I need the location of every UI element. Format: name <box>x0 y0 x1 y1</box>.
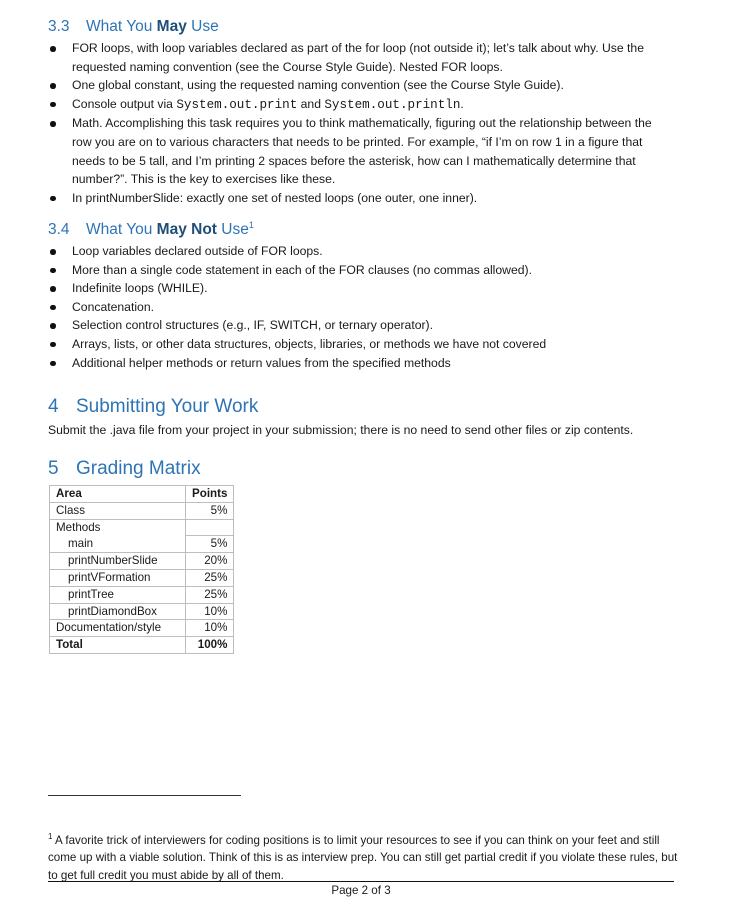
table-cell-points: 5% <box>186 536 234 553</box>
submission-text: Submit the .java file from your project in your submission; there is no need to send other files or zip contents. <box>48 423 634 437</box>
table-row <box>50 536 234 553</box>
table-total-points: 100% <box>186 637 234 654</box>
table-cell-points: 25% <box>186 586 234 603</box>
footnote <box>48 832 678 884</box>
heading-emphasis: May <box>156 18 187 35</box>
list-item: More than a single code statement in each of the FOR clauses (no commas allowed). <box>48 261 674 280</box>
heading-text: Grading Matrix <box>76 458 201 479</box>
list-item: Arrays, lists, or other data structures, objects, libraries, or methods we have not covered <box>48 335 674 354</box>
heading-text: What You <box>86 221 157 238</box>
heading-number: 5 <box>48 458 59 479</box>
heading-5 <box>48 457 201 481</box>
table-header-area: Area <box>50 486 186 503</box>
may-not-use-list <box>48 242 674 372</box>
heading-number: 3.4 <box>48 221 70 238</box>
table-row <box>50 586 234 603</box>
table-cell-points <box>186 519 234 536</box>
table-header-points: Points <box>186 486 234 503</box>
list-item-text: and <box>297 96 325 111</box>
code-snippet: System.out.print <box>176 97 298 112</box>
table-cell-area: main <box>50 536 186 553</box>
table-header-row <box>50 486 234 503</box>
table-cell-area: printDiamondBox <box>50 603 186 620</box>
list-item <box>48 95 674 115</box>
list-item: Math. Accomplishing this task requires you to think mathematically, figuring out the relationship between the row you are on to various characters that needs to be printed. For example, “if I’m on row 1 in a figure that needs to be 5 tall, and I’m printing 2 spaces before the asterisk, how can I mathematically determine that number?”. This is the key to exercises like these. <box>48 114 674 188</box>
table-cell-points: 10% <box>186 620 234 637</box>
table-row <box>50 553 234 570</box>
list-item-text: . <box>460 96 464 111</box>
list-item-text: Console output via <box>72 96 177 111</box>
table-cell-area: Documentation/style <box>50 620 186 637</box>
heading-emphasis: May Not <box>156 221 217 238</box>
table-row <box>50 519 234 536</box>
table-row <box>50 569 234 586</box>
list-item: Loop variables declared outside of FOR loops. <box>48 242 674 261</box>
heading-text-end: Use <box>216 221 249 238</box>
table-cell-area: printVFormation <box>50 569 186 586</box>
table-cell-points: 25% <box>186 569 234 586</box>
table-row <box>50 620 234 637</box>
list-item: Selection control structures (e.g., IF, SWITCH, or ternary operator). <box>48 316 674 335</box>
heading-number: 3.3 <box>48 18 70 35</box>
table-total-row <box>50 637 234 654</box>
table-cell-points: 10% <box>186 603 234 620</box>
table-cell-points: 5% <box>186 502 234 519</box>
page-number: Page 2 of 3 <box>331 884 391 897</box>
table-total-area: Total <box>50 637 186 654</box>
heading-text: Submitting Your Work <box>76 396 259 417</box>
code-snippet: System.out.println <box>324 97 461 112</box>
footnote-text: A favorite trick of interviewers for coding positions is to limit your resources to see if you can think on your feet and still come up with a viable solution. Think of this is as interview prep. You can still get partial credit if you violate these rules, but to get full credit you must abide by all of them. <box>48 834 678 882</box>
list-item: FOR loops, with loop variables declared as part of the for loop (not outside it); let’s talk about why. Use the requested naming convention (see the Course Style Guide). Nested FOR loops. <box>48 39 674 76</box>
heading-number: 4 <box>48 396 59 417</box>
list-item: Indefinite loops (WHILE). <box>48 279 674 298</box>
table-row <box>50 502 234 519</box>
list-item: Additional helper methods or return values from the specified methods <box>48 354 674 373</box>
footnote-separator <box>48 795 241 796</box>
grading-matrix-table <box>49 485 234 654</box>
list-item: One global constant, using the requested naming convention (see the Course Style Guide). <box>48 76 674 95</box>
list-item: Concatenation. <box>48 298 674 317</box>
heading-3-4 <box>48 220 254 240</box>
table-cell-area: Methods <box>50 519 186 536</box>
table-cell-points: 20% <box>186 553 234 570</box>
heading-text-end: Use <box>186 18 219 35</box>
footer-divider <box>48 881 674 882</box>
list-item: In printNumberSlide: exactly one set of nested loops (one outer, one inner). <box>48 189 674 208</box>
footnote-ref[interactable]: 1 <box>248 219 254 230</box>
table-row <box>50 603 234 620</box>
table-cell-area: printTree <box>50 586 186 603</box>
heading-text: What You <box>86 18 157 35</box>
heading-3-3 <box>48 17 219 37</box>
table-cell-area: Class <box>50 502 186 519</box>
footnote-marker: 1 <box>48 832 53 842</box>
heading-4 <box>48 395 258 419</box>
may-use-list <box>48 39 674 207</box>
table-cell-area: printNumberSlide <box>50 553 186 570</box>
